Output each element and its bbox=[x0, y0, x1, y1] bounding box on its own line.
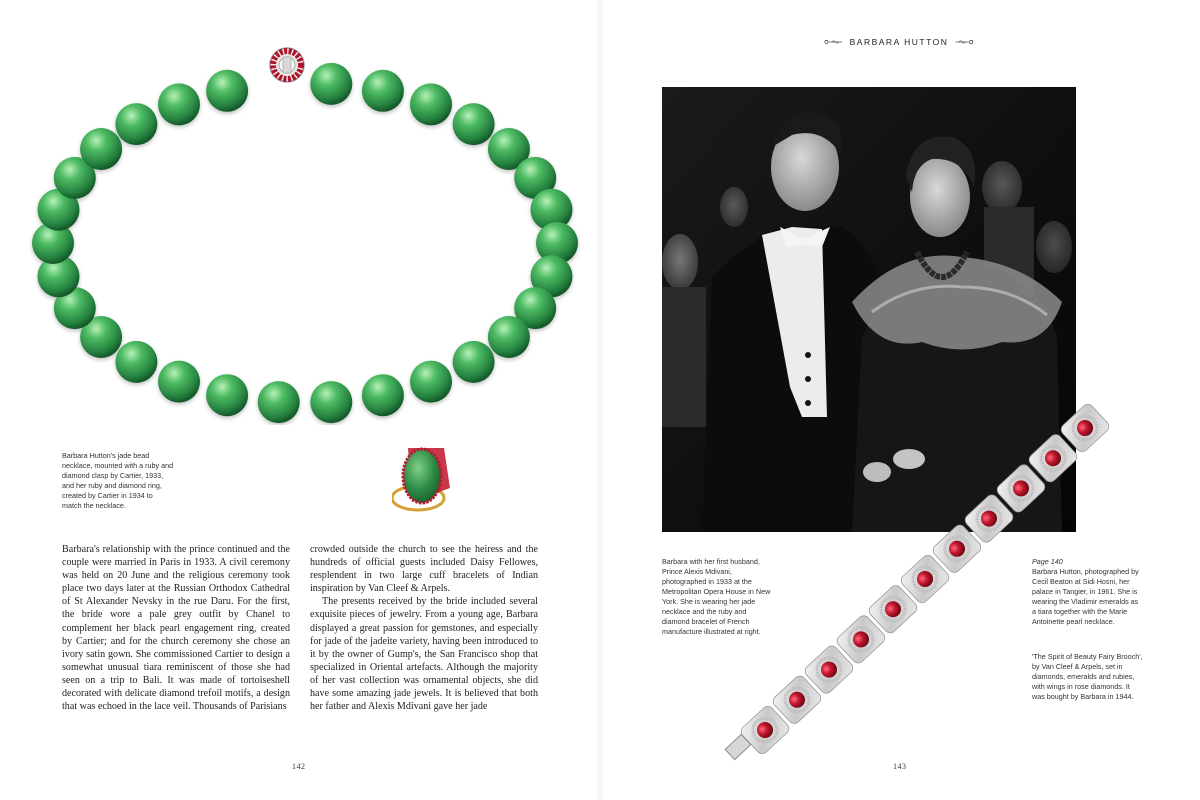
jade-bead bbox=[80, 128, 122, 170]
right-page bbox=[600, 0, 1200, 800]
page-number-left: 142 bbox=[292, 762, 306, 771]
ornament-right-icon bbox=[954, 38, 974, 46]
jade-bead bbox=[206, 374, 248, 416]
photo-caption: Barbara with her first husband, Prince Alexis Mdivani, photographed in 1933 at the Metropolitan Opera House in New York. She is wearing her jade necklace and the ruby and diamond bracelet of French manufacture illustrated at right. bbox=[662, 557, 771, 636]
jade-bead bbox=[158, 83, 200, 125]
ornament-left-icon bbox=[824, 38, 844, 46]
jade-ruby-ring-image bbox=[392, 438, 462, 518]
running-head-title: BARBARA HUTTON bbox=[849, 37, 949, 47]
jade-bead bbox=[453, 341, 495, 383]
jade-bead bbox=[115, 341, 157, 383]
jade-bead bbox=[453, 103, 495, 145]
jade-bead bbox=[310, 63, 352, 105]
ruby-clasp bbox=[270, 48, 304, 82]
jade-bead bbox=[310, 381, 352, 423]
body-column-2 bbox=[310, 543, 538, 713]
jade-bead bbox=[410, 361, 452, 403]
jade-bead bbox=[410, 83, 452, 125]
body-paragraph: The presents received by the bride included several exquisite pieces of jewelry. From a young age, Barbara displayed a great passion for gemstones, and especially for jade of the jadeite variety, having been introduced to it by the owner of Gump's, the San Francisco shop that specialized in Oriental artefacts. Although the majority of her vast collection was ornamental objects, she did have some amazing jade jewels. It is believed that both her father and Alexis Mdivani gave her jade bbox=[310, 596, 538, 713]
jade-bead bbox=[488, 316, 530, 358]
jade-bead bbox=[258, 381, 300, 423]
jade-bead bbox=[158, 361, 200, 403]
page-number-right: 143 bbox=[893, 762, 907, 771]
necklace-caption: Barbara Hutton's jade bead necklace, mounted with a ruby and diamond clasp by Cartier, 1933, and her ruby and diamond ring, created by Cartier in 1934 to match the necklace. bbox=[62, 451, 174, 510]
jade-bead bbox=[362, 70, 404, 112]
jade-bead bbox=[115, 103, 157, 145]
brooch-caption: 'The Spirit of Beauty Fairy Brooch', by Van Cleef & Arpels, set in diamonds, emeralds and rubies, with wings in rose diamonds. It was bought by Barbara in 1944. bbox=[1032, 652, 1143, 701]
page-reference-text: Barbara Hutton, photographed by Cecil Beaton at Sidi Hosni, her palace in Tangier, in 1961. She is wearing the Vladimir emeralds as a tiara together with the Marie Antoinette pearl necklace. bbox=[1032, 567, 1139, 626]
body-paragraph: Barbara's relationship with the prince continued and the couple were married in Paris in 1933. A civil ceremony was held on 20 June and the religious ceremony took place two days later at the Russian Orthodox Cathedral of St Alexander Nevsky in the rue Daru. For the first, the bride wore a pale grey outfit by Chanel to complement her black pearl engagement ring, created by Cartier; and for the church ceremony she chose an ivory satin gown. She commissioned Cartier to design a somewhat unusual tiara reminiscent of those she had seen on a trip to Bali. It was made of tortoiseshell decorated with delicate diamond trefoil motifs, a design that was echoed in the lace veil. Thousands of Parisians bbox=[62, 544, 290, 713]
page-reference: Page 140 bbox=[1032, 557, 1063, 566]
jade-bead bbox=[206, 70, 248, 112]
ruby-diamond-bracelet-image bbox=[710, 400, 1110, 780]
body-paragraph: crowded outside the church to see the heiress and the hundreds of official guests included Daisy Fellowes, resplendent in two large cuff bracelets of Indian inspiration by Van Cleef & Arpels. bbox=[310, 544, 538, 595]
running-head bbox=[824, 36, 974, 48]
jade-necklace-image bbox=[25, 45, 585, 425]
jade-bead bbox=[362, 374, 404, 416]
body-column-1 bbox=[62, 543, 290, 713]
